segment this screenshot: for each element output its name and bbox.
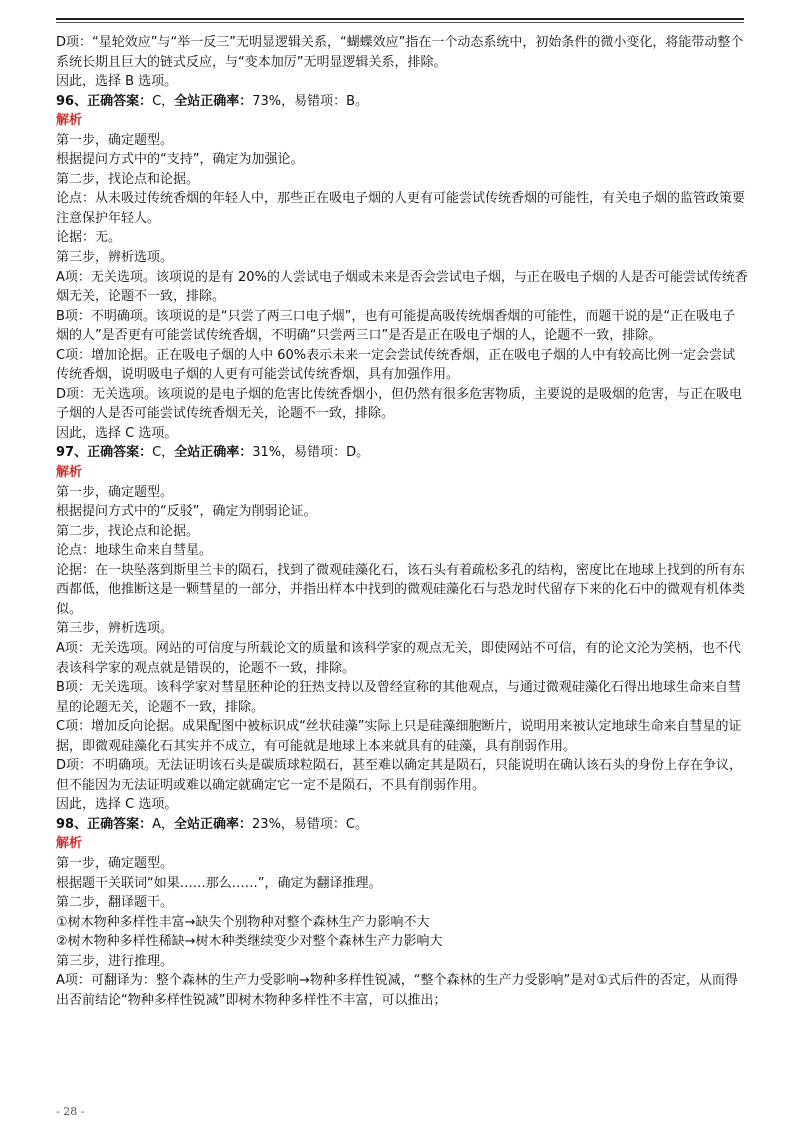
header-rule [56, 18, 744, 20]
text-line: 论据：无。 [56, 230, 122, 246]
question-answer-header [56, 92, 748, 112]
text-line: ①树木物种多样性丰富→缺失个别物种对整个森林生产力影响不大 [56, 914, 430, 930]
accuracy-value: 23%，易错项：C。 [252, 816, 369, 832]
question-answer-header [56, 443, 748, 463]
question-answer-header [56, 815, 748, 835]
document-body [56, 33, 748, 1010]
text-line: 因此，选择 C 选项。 [56, 797, 178, 813]
text-line: B项：无关选项。该科学家对彗星胚种论的狂热支持以及曾经宣称的其他观点，与通过微观硅藻化石得出地球生命来自彗星的论题无关，论题不一致，排除。 [56, 680, 741, 715]
answer-label: 正确答案： [87, 93, 153, 109]
text-line: 第二步，翻译题干。 [56, 895, 174, 911]
text-line: 论点：地球生命来自彗星。 [56, 543, 213, 559]
answer-value: A， [152, 816, 175, 832]
analysis-heading: 解析 [56, 113, 83, 129]
text-line: 因此，选择 C 选项。 [56, 425, 178, 441]
text-line: 第一步，确定题型。 [56, 132, 174, 148]
accuracy-value: 31%，易错项：D。 [252, 445, 370, 461]
text-line: D项：不明确项。无法证明该石头是碳质球粒陨石，甚至难以确定其是陨石，只能说明在确认该石头的身份上存在争议，但不能因为无法证明或难以确定就确定它一定不是陨石，不具有削弱作用。 [56, 758, 743, 793]
text-line: A项：无关选项。网站的可信度与所载论文的质量和该科学家的观点无关，即使网站不可信，有的论文沦为笑柄，也不代表该科学家的观点就是错误的，论题不一致，排除。 [56, 640, 741, 676]
answer-value: C， [152, 445, 175, 461]
text-line: ②树木物种多样性稀缺→树木种类继续变少对整个森林生产力影响大 [56, 934, 443, 950]
text-line: 论点：从未吸过传统香烟的年轻人中，那些正在吸电子烟的人更有可能尝试传统香烟的可能性，有关电子烟的监管政策要注意保护年轻人。 [56, 191, 746, 226]
text-line: 第一步，确定题型。 [56, 855, 174, 871]
text-line: 因此，选择 B 选项。 [56, 74, 178, 90]
analysis-heading: 解析 [56, 836, 83, 852]
analysis-heading: 解析 [56, 465, 83, 481]
text-line: 第三步，辨析选项。 [56, 621, 174, 637]
text-line: 根据提问方式中的“支持”，确定为加强论。 [56, 152, 304, 168]
text-line: 根据提问方式中的“反驳”，确定为削弱论证。 [56, 504, 317, 520]
page-number: - 28 - [56, 1105, 85, 1118]
accuracy-label: 全站正确率： [174, 93, 253, 109]
text-line: 根据题干关联词“如果……那么……”，确定为翻译推理。 [56, 875, 382, 891]
header-rule-thin [56, 22, 744, 23]
text-line: D项：“星轮效应”与“举一反三”无明显逻辑关系，“蝴蝶效应”指在一个动态系统中，初始条件的微小变化，将能带动整个系统长期且巨大的链式反应，与“变本加厉”无明显逻辑关系，排除。 [56, 35, 744, 70]
text-line: D项：无关选项。该项说的是电子烟的危害比传统香烟小，但仍然有很多危害物质，主要说的是吸烟的危害，与正在吸电子烟的人是否可能尝试传统香烟无关，论题不一致，排除。 [56, 386, 743, 422]
accuracy-value: 73%，易错项：B。 [252, 93, 369, 109]
question-number: 98、 [56, 816, 88, 832]
accuracy-label: 全站正确率： [174, 816, 253, 832]
text-line: A项：可翻译为：整个森林的生产力受影响→物种多样性锐减，“整个森林的生产力受影响”是对①式后件的否定，从而得出否前结论“物种多样性锐减”即树木物种多样性不丰富，可以推出； [56, 973, 738, 1008]
text-line: 论据：在一块坠落到斯里兰卡的陨石，找到了微观硅藻化石，该石头有着疏松多孔的结构，密度比在地球上找到的所有东西都低，他推断这是一颗彗星的一部分，并指出样本中找到的微观硅藻化石与恐龙时代留存下来的化石中的微观有机体类似。 [56, 562, 746, 617]
text-line: 第二步，找论点和论据。 [56, 171, 200, 187]
text-line: C项：增加论据。正在吸电子烟的人中 60%表示未来一定会尝试传统香烟，正在吸电子烟的人中有较高比例一定会尝试传统香烟，说明吸电子烟的人更有可能尝试传统香烟，具有加强作用。 [56, 347, 736, 383]
accuracy-label: 全站正确率： [174, 445, 253, 461]
text-line: 第三步，进行推理。 [56, 953, 174, 969]
answer-label: 正确答案： [87, 816, 153, 832]
question-number: 97、 [56, 445, 88, 461]
text-line: C项：增加反向论据。成果配图中被标识成“丝状硅藻”实际上只是硅藻细胞断片，说明用来被认定地球生命来自彗星的证据，即微观硅藻化石其实并不成立，有可能就是地球上本来就具有的硅藻，具有削弱作用。 [56, 719, 742, 754]
text-line: B项：不明确项。该项说的是“只尝了两三口电子烟”，也有可能提高吸传统烟香烟的可能性，而题干说的是“正在吸电子烟的人”是否更有可能尝试传统香烟，不明确“只尝两三口”是否是正在吸电子烟的人，论题不一致，排除。 [56, 308, 736, 344]
text-line: 第一步，确定题型。 [56, 484, 174, 500]
text-line: 第三步，辨析选项。 [56, 250, 174, 266]
question-number: 96、 [56, 93, 88, 109]
text-line: A项：无关选项。该项说的是有 20%的人尝试电子烟或未来是否会尝试电子烟，与正在吸电子烟的人是否可能尝试传统香烟无关，论题不一致，排除。 [56, 269, 748, 305]
answer-label: 正确答案： [87, 445, 153, 461]
text-line: 第二步，找论点和论据。 [56, 523, 200, 539]
answer-value: C， [152, 93, 175, 109]
